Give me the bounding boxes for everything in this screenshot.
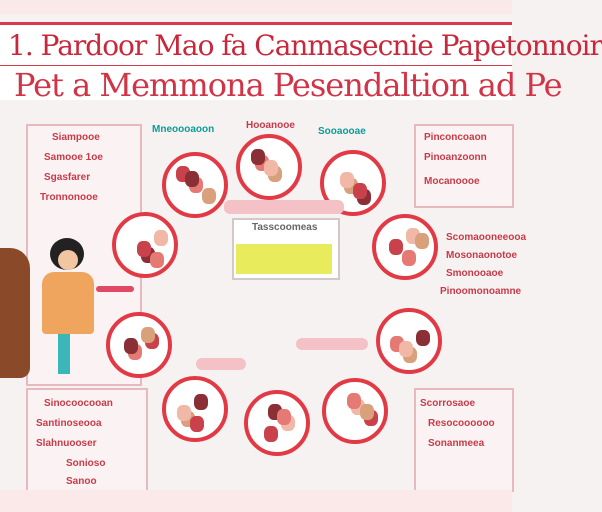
page-title: 1. Pardoor Mao fa Canmasecnie Papetonnoir <box>8 29 602 62</box>
bottom-stripe <box>0 490 512 512</box>
left-bottom-label-5: Sanoo <box>66 476 97 487</box>
right-bottom-label-2: Resocoooooo <box>428 418 495 429</box>
center-highlight <box>236 244 332 274</box>
right-mid-label-2: Mosonaonotoe <box>446 250 518 261</box>
connector-arrow-top <box>224 200 344 214</box>
right-label-3: Mocanoooe <box>424 176 480 187</box>
page-subtitle: Pet a Memmona Pesendaltion ad Pe <box>14 66 562 104</box>
top-label-2: Hooanooe <box>246 120 295 131</box>
center-box <box>232 218 340 280</box>
subtitle-bar <box>0 66 562 104</box>
connector-arrow-right <box>296 338 368 350</box>
organ-icon <box>202 188 216 204</box>
left-label-2: Samooe 1oe <box>44 152 103 163</box>
pointer-arm <box>96 286 134 292</box>
left-bottom-label-1: Sinocoocooan <box>44 398 113 409</box>
top-stripe <box>0 0 512 14</box>
organ-circle-2[interactable] <box>236 134 302 200</box>
organ-circle-10[interactable] <box>322 378 388 444</box>
organ-circle-9[interactable] <box>244 390 310 456</box>
right-mid-label-3: Smonooaoe <box>446 268 504 279</box>
organ-icon <box>389 239 403 255</box>
organ-icon <box>190 416 204 432</box>
organ-icon <box>141 327 155 343</box>
dog-figure <box>0 248 30 378</box>
organ-icon <box>251 149 265 165</box>
right-label-1: Pinconcoaon <box>424 132 487 143</box>
organ-icon <box>154 230 168 246</box>
left-bottom-label-2: Santinoseooa <box>36 418 102 429</box>
organ-icon <box>360 404 374 420</box>
organ-circle-5[interactable] <box>372 214 438 280</box>
organ-icon <box>416 330 430 346</box>
top-label-1: Mneoooaoon <box>152 124 215 135</box>
title-bar <box>0 22 602 68</box>
organ-circle-7[interactable] <box>376 308 442 374</box>
organ-icon <box>277 409 291 425</box>
left-bottom-label-4: Sonioso <box>66 458 106 469</box>
top-label-3: Sooaooae <box>318 126 366 137</box>
organ-icon <box>150 252 164 268</box>
organ-icon <box>137 241 151 257</box>
organ-icon <box>194 394 208 410</box>
organ-circle-6[interactable] <box>106 312 172 378</box>
left-label-4: Tronnonooe <box>40 192 98 203</box>
organ-icon <box>185 171 199 187</box>
organ-icon <box>124 338 138 354</box>
organ-icon <box>264 426 278 442</box>
organ-icon <box>402 250 416 266</box>
organ-icon <box>399 341 413 357</box>
organ-circle-4[interactable] <box>112 212 178 278</box>
left-label-1: Siampooe <box>52 132 100 143</box>
right-mid-label-1: Scomaooneeooa <box>446 232 527 243</box>
right-label-2: Pinoanzoonn <box>424 152 487 163</box>
connector-arrow-left <box>196 358 246 370</box>
organ-icon <box>347 393 361 409</box>
right-mid-label-4: Pinoomonoamne <box>440 286 522 297</box>
organ-icon <box>177 405 191 421</box>
organ-circle-8[interactable] <box>162 376 228 442</box>
organ-icon <box>415 233 429 249</box>
left-bottom-label-3: Slahnuooser <box>36 438 97 449</box>
left-label-3: Sgasfarer <box>44 172 91 183</box>
person-figure <box>34 238 104 378</box>
organ-icon <box>264 160 278 176</box>
right-bottom-label-1: Scorrosaoe <box>420 398 476 409</box>
organ-icon <box>340 172 354 188</box>
organ-icon <box>353 183 367 199</box>
right-bottom-label-3: Sonanmeea <box>428 438 485 449</box>
center-label: Tasscoomeas <box>252 222 318 233</box>
organ-circle-1[interactable] <box>162 152 228 218</box>
